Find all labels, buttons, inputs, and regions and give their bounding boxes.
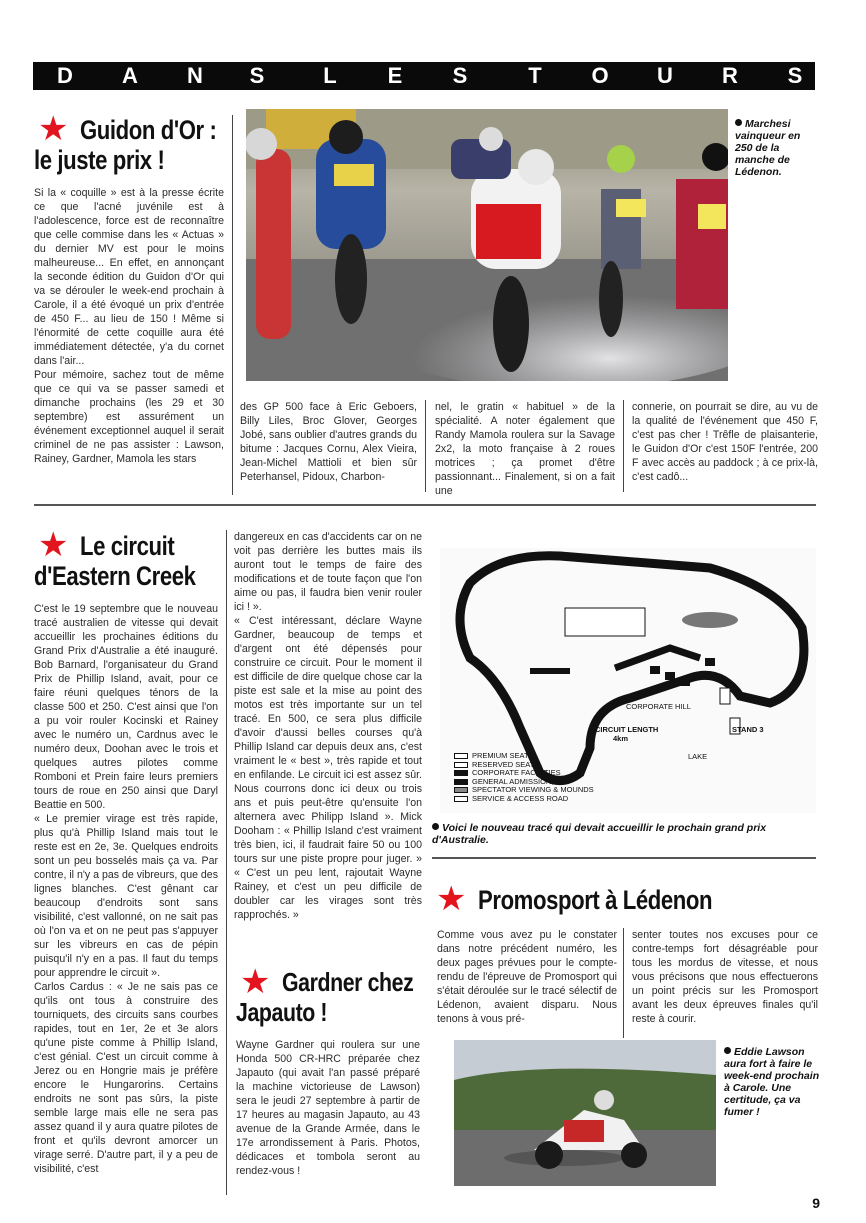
- star-icon: ★: [436, 880, 467, 918]
- article-title: [282, 967, 413, 997]
- legend-swatch: [454, 796, 468, 802]
- legend-swatch: [454, 770, 468, 776]
- legend-swatch: [454, 753, 468, 759]
- legend-label: CORPORATE FACILITIES: [472, 768, 561, 777]
- map-legend: [454, 752, 594, 803]
- star-icon: ★: [38, 526, 69, 564]
- banner-letter: A: [122, 63, 138, 88]
- banner-letter: S: [249, 63, 265, 88]
- column-divider: [425, 400, 426, 492]
- page-number: 9: [812, 1195, 820, 1211]
- article-title: Promosport à Lédenon: [478, 885, 713, 915]
- legend-label: RESERVED SEATS: [472, 759, 540, 769]
- paragraph: Pour mémoire, sachez tout de même que ce qui va se passer samedi et dimanche prochains (les 29 et 30 septembre) est assurément un événement exceptionnel auquel il serait criminel de ne pas assister : Lawson, Rainey, Gardner, Mamola les stars: [34, 369, 224, 465]
- legend-swatch: [454, 787, 468, 793]
- title-line: Japauto !: [236, 997, 328, 1027]
- circuit-map: [440, 548, 816, 813]
- title-line: Gardner chez: [282, 967, 414, 997]
- article-column: [437, 928, 617, 1026]
- photo-caption: [735, 118, 817, 178]
- article-column: [632, 928, 818, 1026]
- banner-letter: O: [591, 63, 609, 88]
- photo-caption: [724, 1046, 820, 1118]
- section-divider: [432, 857, 816, 859]
- map-label: LAKE: [688, 752, 708, 761]
- article-title: [80, 115, 216, 145]
- label: CIRCUIT LENGTH: [595, 725, 659, 734]
- map-caption: [432, 822, 818, 846]
- column-divider: [623, 928, 624, 1038]
- banner-letter: S: [452, 63, 468, 88]
- map-label: STAND 3: [732, 725, 764, 734]
- paragraph: « Le premier virage est très rapide, plus qu'à Phillip Island mais tout le reste est en 2e, 3e. Quelques endroits sont un peu bosselés mais ça va. Par contre, il n'y a pas de vibreurs, que des lignes blanches. C'est gênant car beaucoup d'endroits sont sans visibilité, c'est vallonné, on ne sait pas où l'on va et on ne peut pas s'appuyer sur les vibreurs en cas de pépin puisqu'il n'y en a pas. Il faut du temps pour apprendre le circuit ».: [34, 813, 218, 979]
- caption-text: Eddie Lawson aura fort à faire le week-end prochain à Carole. Une certitude, ça va fumer !: [724, 1046, 820, 1118]
- legend-label: SERVICE & ACCESS ROAD: [472, 793, 569, 803]
- race-photo: [246, 109, 728, 381]
- bullet-icon: [432, 823, 439, 830]
- paragraph: Comme vous avez pu le constater dans notre précédent numéro, les deux pages prévues pour le compte-rendu de l'épreuve de Promosport qui s'était déroulée sur le tracé sélectif de Lédenon, avaient disparu. Nous tenons à vous pré-: [437, 929, 617, 1025]
- article-title: [34, 561, 196, 591]
- paragraph: senter toutes nos excuses pour ce contre-temps fort désagréable pour tous les mordus de vitesse, et nous vous précisons que nous effectuerons un point précis sur les Promosport avant les deux épreuves finales qu'il reste à courir.: [632, 929, 818, 1025]
- banner-letter: S: [787, 63, 803, 88]
- paragraph: C'est le 19 septembre que le nouveau tracé australien de vitesse qui devait accueillir les prochaines éditions du Grand Prix d'Australie a été inauguré. Bob Barnard, l'organisateur du Grand Prix de Phillip Island, avait, pour ce faire réuni quelques ténors de la classe 500 et 250. C'est ainsi que l'on a pu voir rouler Kocinski et Rainey avec le numéro un, Cardnus avec le numéro deux, Doohan avec le trois et quelques autres pilotes comme Romboni et Prein faire leurs premiers tours de roue en 250 ainsi que Daryl Beattie en 500.: [34, 603, 218, 811]
- paragraph: connerie, on pourrait se dire, au vu de la qualité de l'événement que 450 F, c'est pas cher ! Trêfle de plaisanterie, le Guidon d'Or c'est 150F l'entrée, 200 F avec accès au paddock ; à ce prix-là, c'est cadô...: [632, 401, 818, 483]
- paragraph: Si la « coquille » est à la presse écrite ce que l'acné juvénile est à l'adolescence, force est de reconnaître que celle commise dans les « Actuas » du dernier MV est pour le moins malheureuse... En effet, en annonçant la seconde édition du Guidon d'Or qui va se dérouler le week-end prochain à Carole, il a été évoqué un prix d'entrée de 450 F... au lieu de 150 ! Même si l'énormité de cette coquille aura été immédiatement détectée, y'a du cornet dans l'air...: [34, 187, 224, 367]
- map-label: CORPORATE HILL: [626, 702, 691, 711]
- legend-label: GENERAL ADMISSION,: [472, 776, 554, 786]
- paragraph: « C'est intéressant, déclare Wayne Gardner, beaucoup de temps et d'argent ont été dépensés pour construire ce circuit. Pour le moment il est difficile de dire quelque chose car la piste est sale et la mise au point des motos est très importante sur un tel tracé. En 500, ce sera plus difficile d'avoir d'aussi belles courses qu'à Phillip Island car depuis deux ans, c'est vraiment le « best », très rapide et tout en enfilande. Le circuit ici est assez sûr. Nous courrons donc ici deux ou trois ans et puis peut-être qu'ensuite l'on alternera avec Philipp Island ». Mick Dooham : « Phillip Island c'est vraiment très bien, ici, il faudrait faire 50 ou 100 tours sur une piste propre pour juger. » « C'est un peu lent, rajoutait Wayne Rainey, et c'est un peu difficile de doubler car les virages sont très rapprochés. »: [234, 615, 422, 921]
- article-title: [236, 997, 327, 1027]
- article-column: [240, 400, 417, 484]
- article-column: [435, 400, 615, 498]
- banner-letter: N: [187, 63, 203, 88]
- paragraph: nel, le gratin « habituel » de la spécialité. A noter également que Randy Mamola roulera sur la Savage 2x2, la moto française à 2 roues motrices ; ça promet d'être passionnant... Finalement, si on a fait une: [435, 401, 615, 497]
- title-line: le juste prix !: [34, 145, 165, 175]
- title-line: Guidon d'Or :: [80, 115, 217, 145]
- title-line: Le circuit: [80, 531, 175, 561]
- banner-letter: D: [57, 63, 73, 88]
- article-column: [234, 530, 422, 922]
- lawson-photo: [454, 1040, 716, 1186]
- paragraph: Wayne Gardner qui roulera sur une Honda 500 CR-HRC préparée chez Japauto (qui avait l'an passé préparé la machine victorieuse de Lawson) sera le jeudi 27 septembre à partir de 17 heures au magasin Japauto, au 43 avenue de la Grande Armée, dans le 17e arrondissement à Paris. Photos, dédicaces et tombola seront au rendez-vous !: [236, 1039, 420, 1177]
- paragraph: Carlos Cardus : « Je ne sais pas ce qu'ils ont tous à construire des tourniquets, des circuits sans courbes rapides, tout en 1er, 2e et 3e alors qu'une piste comme à Phillip Island, c'est génial. C'est un circuit comme à Jerez ou en Hongrie mais je préfère encore le Hungarorins. Certains endroits ne sont pas sûrs, la piste semble large mais elle ne sera pas assez quand il y aura quatre pilotes de front et qu'ils devront amorcer un virage serré. D'autre part, il y a peu de visibilité, c'est: [34, 981, 218, 1175]
- legend-label: PREMIUM SEATS: [472, 751, 534, 760]
- bullet-icon: [724, 1047, 731, 1054]
- article-column: [34, 602, 218, 1176]
- article-column: [34, 186, 224, 466]
- article-column: [236, 1038, 420, 1178]
- column-divider: [226, 530, 227, 1195]
- column-divider: [623, 400, 624, 492]
- legend-swatch: [454, 762, 468, 768]
- bullet-icon: [735, 119, 742, 126]
- banner-letter: L: [323, 63, 337, 88]
- star-icon: ★: [240, 963, 271, 1001]
- legend-label: SPECTATOR VIEWING & MOUNDS: [472, 785, 594, 794]
- article-title: [34, 145, 164, 175]
- title-line: d'Eastern Creek: [34, 561, 196, 591]
- map-label: [595, 726, 658, 743]
- section-divider: [34, 504, 816, 506]
- article-title: [80, 531, 174, 561]
- banner-letter: E: [387, 63, 403, 88]
- banner-letter: R: [722, 63, 738, 88]
- banner-letter: U: [657, 63, 673, 88]
- banner-letter: T: [528, 63, 542, 88]
- article-column: [632, 400, 818, 484]
- star-icon: ★: [38, 110, 69, 148]
- caption-text: Marchesi vainqueur en 250 de la manche de Lédenon.: [735, 118, 801, 178]
- column-divider: [232, 115, 233, 495]
- paragraph: dangereux en cas d'accidents car on ne voit pas derrière les buttes mais ils auront tout le temps de faire des modifications et de toute façon que l'on aime ou pas, il faudra bien venir rouler ici ! ».: [234, 531, 422, 613]
- caption-text: Voici le nouveau tracé qui devait accueillir le prochain grand prix d'Australie.: [432, 822, 767, 846]
- section-banner: [33, 62, 815, 90]
- legend-swatch: [454, 779, 468, 785]
- paragraph: des GP 500 face à Eric Geboers, Billy Liles, Broc Glover, Georges Jobé, sans oublier d'autres grands du bitume : Jacques Cornu, Alex Vieira, Jean-Michel Mattioli et bien sûr Peterhansel, Pidoux, Charbon-: [240, 401, 417, 483]
- label: 4km: [613, 733, 629, 743]
- legend-item: [454, 795, 594, 804]
